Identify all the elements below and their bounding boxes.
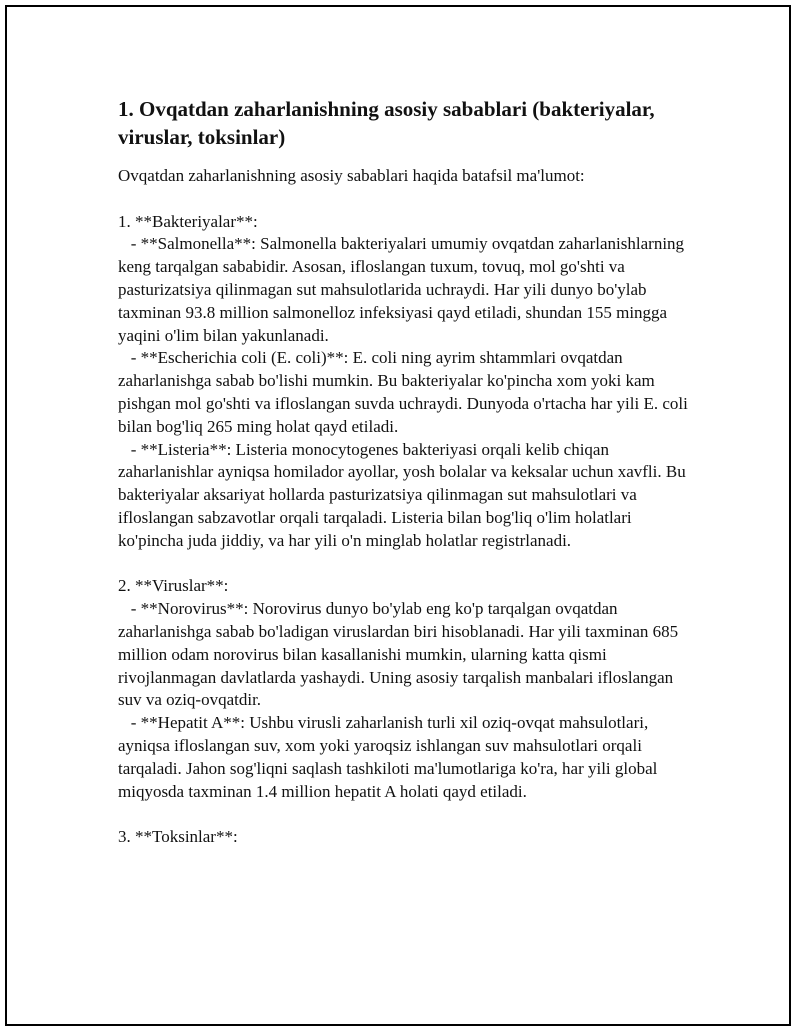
document-body <box>118 95 693 872</box>
norovirus-item: - **Norovirus**: Norovirus dunyo bo'ylab eng ko'p tarqalgan ovqatdan zaharlanishga sabab bo'ladigan viruslardan biri hisoblanadi. Har yili taxminan 685 million odam norovirus bilan kasallanishi mumkin, ularning katta qismi rivojlanmagan davlatlarda yashaydi. Uning asosiy tarqalish manbalari ifloslangan suv va oziq-ovqatdir. <box>118 599 683 710</box>
section-heading: 1. Ovqatdan zaharlanishning asosiy sabablari (bakteriyalar, viruslar, toksinlar) <box>118 97 655 149</box>
hepatitis-a-item: - **Hepatit A**: Ushbu virusli zaharlanish turli xil oziq-ovqat mahsulotlari, ayniqsa ifloslangan suv, xom yoki yaroqsiz ishlangan suv mahsulotlari orqali tarqaladi. Jahon sog'liqni saqlash tashkiloti ma'lumotlariga ko'ra, har yili global miqyosda taxminan 1.4 million hepatit A holati qayd etiladi. <box>118 713 662 801</box>
intro-paragraph: Ovqatdan zaharlanishning asosiy sabablari haqida batafsil ma'lumot: <box>118 166 585 185</box>
toxins-heading: 3. **Toksinlar**: <box>118 827 238 847</box>
toxins-section <box>118 826 688 849</box>
viruses-section <box>118 575 688 803</box>
ecoli-item: - **Escherichia coli (E. coli)**: E. coli ning ayrim shtammlari ovqatdan zaharlanishga sabab bo'lishi mumkin. Bu bakteriyalar ko'pincha xom yoki kam pishgan mol go'shti va ifloslangan suvda uchraydi. Dunyoda o'rtacha har yili E. coli bilan bog'liq 265 ming holat qayd etiladi. <box>118 348 693 436</box>
listeria-item: - **Listeria**: Listeria monocytogenes bakteriyasi orqali kelib chiqan zaharlanishlar ayniqsa homilador ayollar, yosh bolalar va keksalar uchun xavfli. Bu bakteriyalar aksariyat hollarda pasturizatsiya qilinmagan sut mahsulotlari va ifloslangan sabzavotlar orqali tarqaladi. Listeria bilan bog'liq o'lim holatlari ko'pincha juda jiddiy, va har yili o'n minglab holatlar registrlanadi. <box>118 439 690 550</box>
bacteria-heading: 1. **Bakteriyalar**: <box>118 211 258 231</box>
salmonella-item: - **Salmonella**: Salmonella bakteriyalari umumiy ovqatdan zaharlanishlarning keng tarqalgan sababidir. Asosan, ifloslangan tuxum, tovuq, mol go'shti va pasturizatsiya qilinmagan sut mahsulotlarida uchraydi. Har yili dunyo bo'ylab taxminan 93.8 million salmonelloz infeksiyasi qayd etiladi, shundan 155 mingga yaqini o'lim bilan yakunlanadi. <box>118 234 689 345</box>
viruses-heading: 2. **Viruslar**: <box>118 576 229 596</box>
bacteria-section <box>118 211 693 553</box>
